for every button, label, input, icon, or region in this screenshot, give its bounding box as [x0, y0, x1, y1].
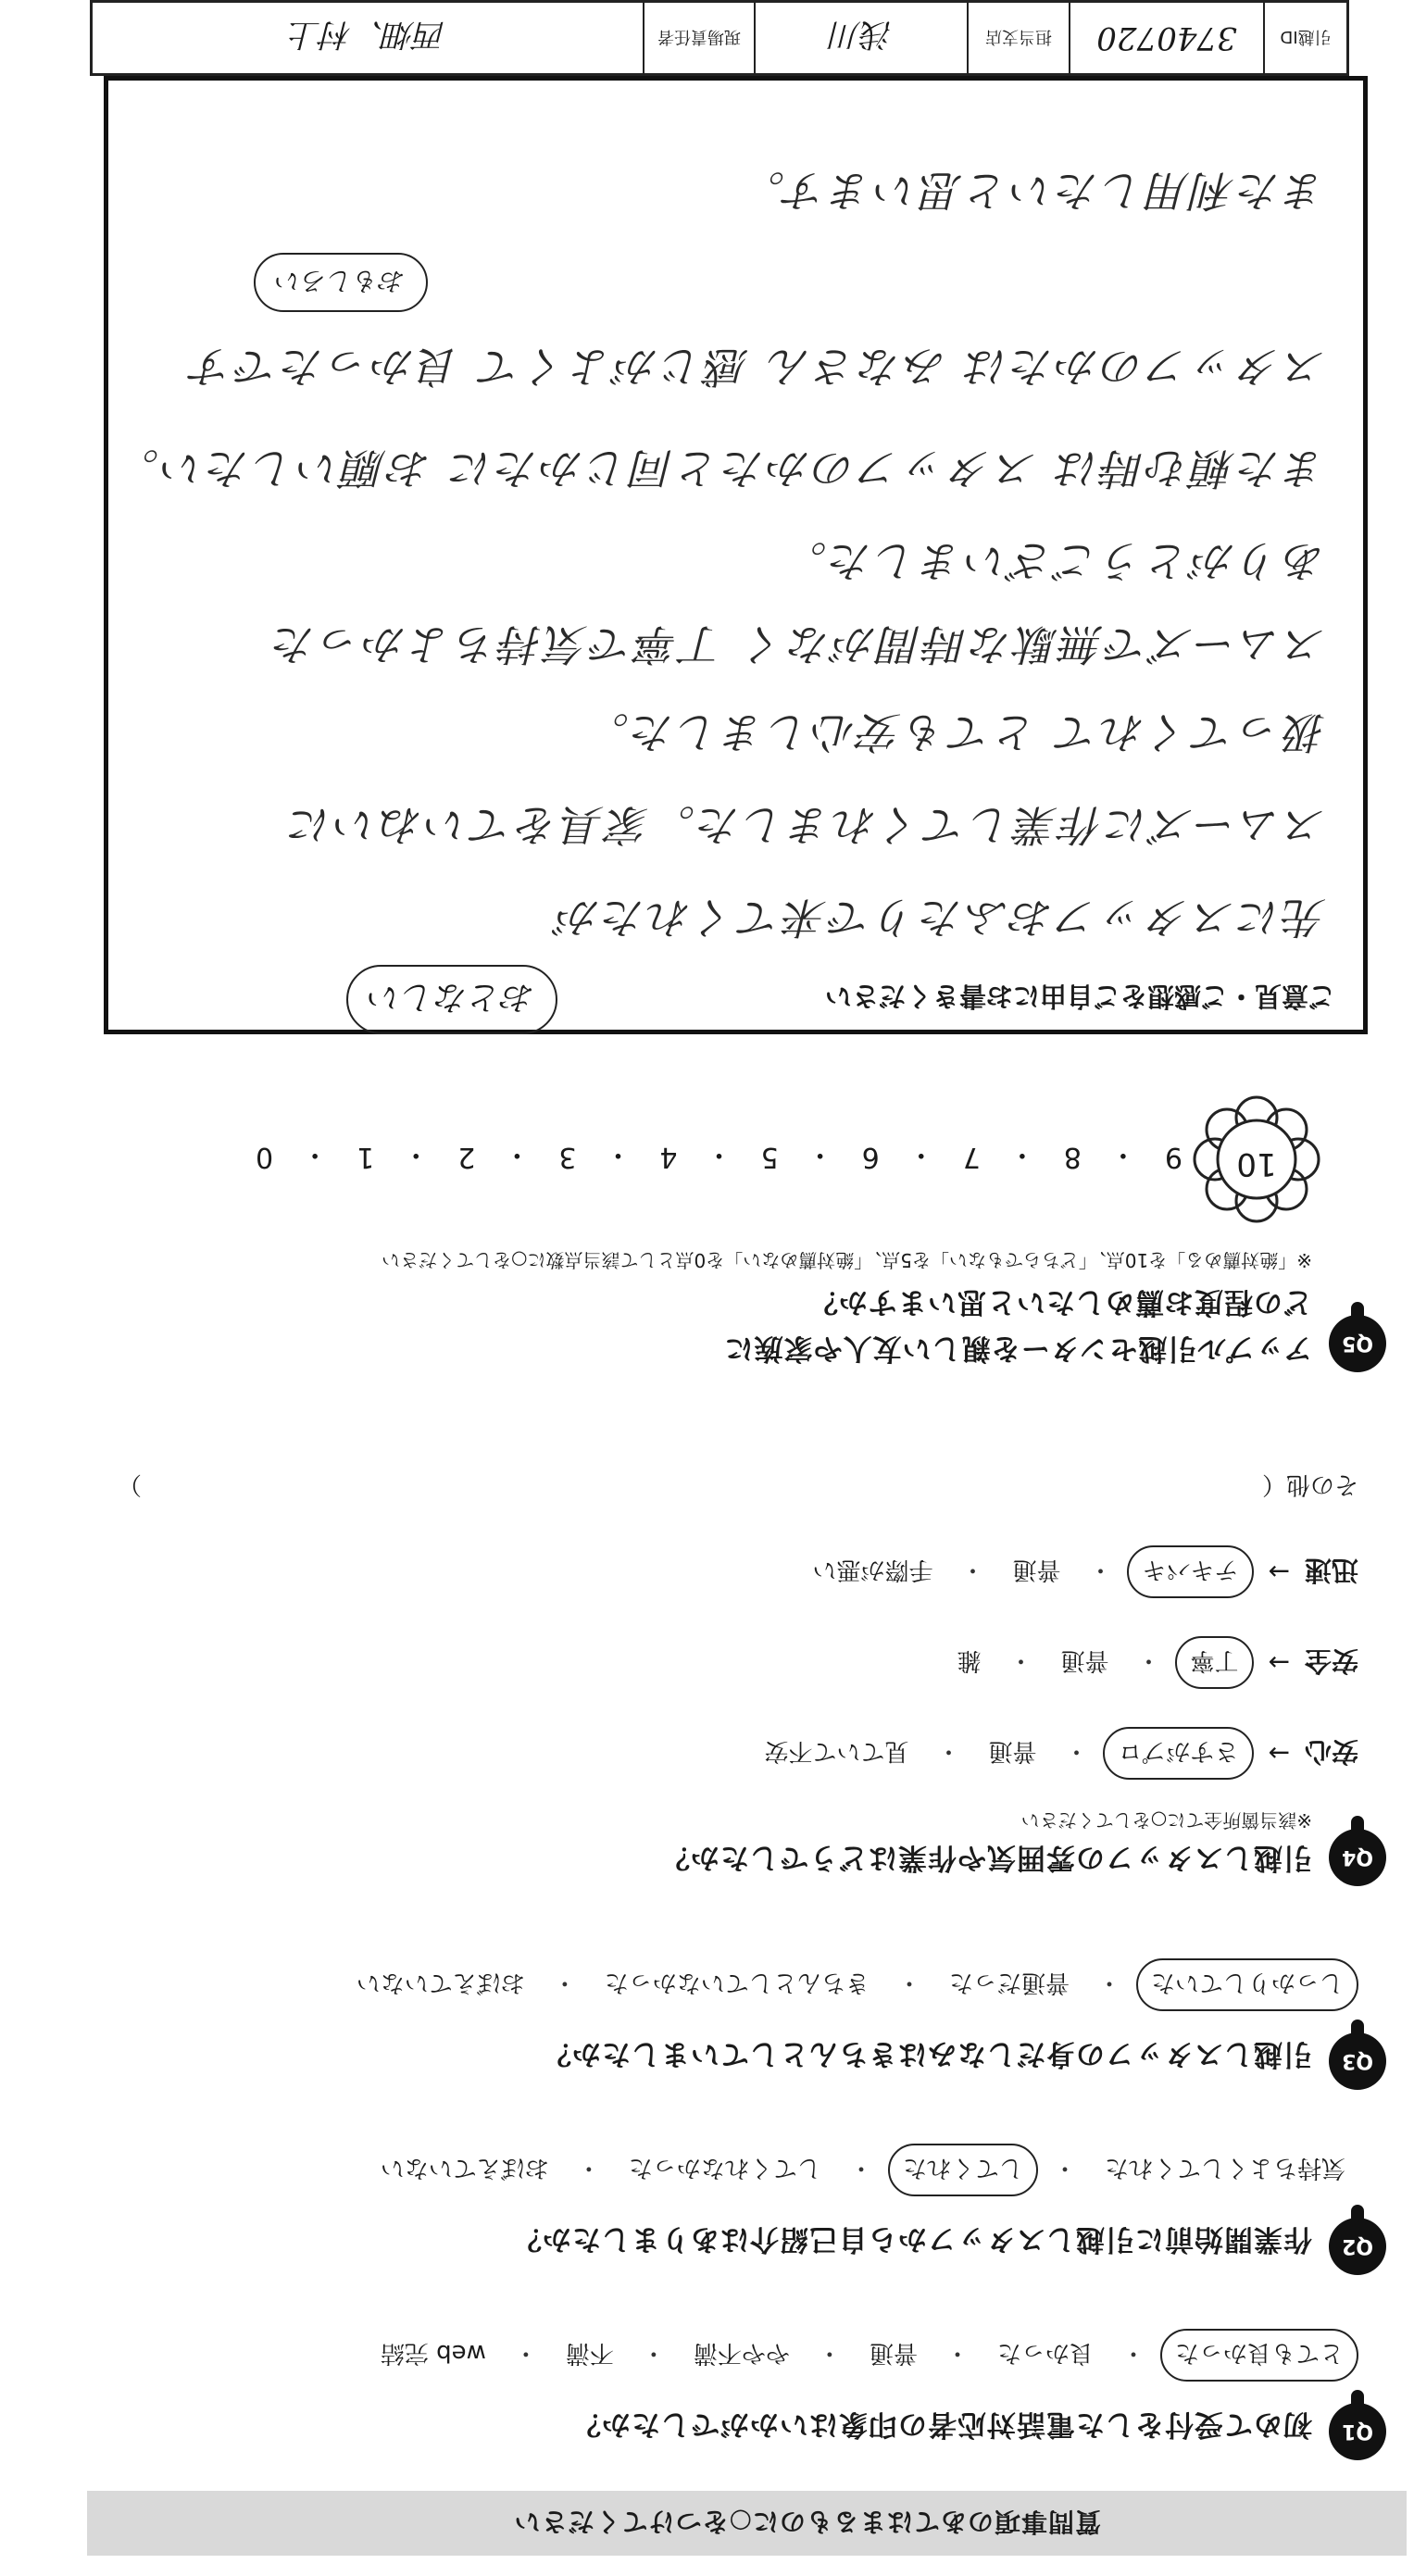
move-id: 3740720	[1096, 19, 1237, 56]
q2-option[interactable]: してくれなかった	[628, 2154, 821, 2182]
q1-option[interactable]: 不満	[565, 2339, 614, 2367]
comment-line: また頼む時は スタッフのかたと同じかたに お願いしたい。	[113, 444, 1326, 494]
score-option[interactable]: 8	[1061, 1141, 1082, 1174]
separator-dot: ・	[896, 1969, 921, 1996]
score-option[interactable]: 5	[758, 1141, 779, 1174]
arrow-right-icon: →	[1268, 1647, 1290, 1678]
separator-dot: ・	[817, 2339, 842, 2367]
separator-dot: ・	[1006, 1138, 1036, 1170]
footer-leader-value	[93, 3, 643, 73]
q3-option[interactable]: 普通だった	[948, 1969, 1070, 1996]
q2-badge	[1329, 2218, 1386, 2275]
separator-dot: ・	[576, 2154, 601, 2182]
q1-option[interactable]: やや不満	[693, 2339, 790, 2367]
q4-row-label: 安全	[1304, 1645, 1358, 1677]
q2-question: 作業開始前に引越しスタッフから自己紹介はありましたか？	[512, 2222, 1312, 2256]
comment-line: ありがとうございました。	[782, 536, 1326, 586]
score-option[interactable]: 6	[859, 1141, 880, 1174]
separator-dot: ・	[1136, 1646, 1161, 1674]
q5-note: ※「絶対薦める」を10点、「どちらでもない」を5点、「絶対薦めない」を0点として該当点数に○をしてください	[382, 1249, 1312, 1271]
separator-dot: ・	[1008, 1646, 1033, 1674]
score-option[interactable]: 4	[657, 1141, 678, 1174]
q4-note: ※該当箇所全てに○をしてください	[1020, 1809, 1312, 1832]
footer-branch-label: 担当支店	[967, 3, 1069, 73]
q1-options	[368, 2329, 1358, 2382]
leader-names: 西畑、村上	[289, 16, 446, 54]
q4-option-selected[interactable]: テキパキ	[1128, 1545, 1254, 1598]
separator-dot: ・	[400, 1138, 431, 1170]
comment-box[interactable]	[104, 76, 1368, 1034]
separator-dot: ・	[848, 2154, 873, 2182]
q2-number: Q2	[1342, 2234, 1374, 2258]
q2-option[interactable]: 気持ちよくしてくれた	[1104, 2154, 1345, 2182]
separator-dot: ・	[905, 1138, 935, 1170]
q1-number: Q1	[1342, 2420, 1374, 2444]
instruction-bar	[87, 2491, 1407, 2556]
separator-dot: ・	[804, 1138, 834, 1170]
comment-bubble-annotation: おもしろい	[254, 253, 428, 312]
separator-dot: ・	[641, 2339, 666, 2367]
instruction-text: 質問事項のあてはまるものに○をつけてください	[513, 2507, 1101, 2537]
footer-leader-label: 現場責任者	[643, 3, 754, 73]
q1-option[interactable]: 普通	[869, 2339, 918, 2367]
separator-dot: ・	[1107, 1138, 1137, 1170]
q1-option[interactable]: 良かった	[996, 2339, 1094, 2367]
q3-option[interactable]: きちんとしていなかった	[604, 1969, 870, 1996]
q4-other-row	[118, 1469, 1358, 1504]
q3-number: Q3	[1342, 2049, 1374, 2073]
q4-option[interactable]: 普通	[988, 1737, 1037, 1765]
comment-closing: また利用したいと思います。	[739, 166, 1326, 216]
q4-row-jinsoku	[799, 1545, 1358, 1598]
q2-option-selected[interactable]: してくれた	[888, 2144, 1038, 2196]
separator-dot: ・	[936, 1737, 961, 1765]
arrow-right-icon: →	[1268, 1738, 1290, 1769]
footer-id-label: 引越ID	[1263, 3, 1346, 73]
separator-dot: ・	[1088, 1556, 1113, 1583]
separator-dot: ・	[945, 2339, 970, 2367]
q3-option-selected[interactable]: しっかりしていた	[1136, 1958, 1358, 2011]
q1-question: 初めて受付をした電話対応者の印象はいかがでしたか？	[571, 2407, 1312, 2441]
q4-option[interactable]: 手際が悪い	[812, 1556, 933, 1583]
score-option[interactable]: 9	[1162, 1141, 1183, 1174]
q4-row-label: 安心	[1304, 1736, 1358, 1768]
comment-line: スムーズで無駄な時間がなく 丁寧で気持ちよかった	[269, 619, 1326, 669]
q1-option-selected[interactable]: とても良かった	[1160, 2329, 1358, 2382]
separator-dot: ・	[1052, 2154, 1077, 2182]
comment-bubble-annotation: おとなしい	[346, 965, 557, 1034]
score-option[interactable]: 0	[254, 1141, 274, 1174]
comment-line: スムーズに作業してくれました。家具をていねいに	[286, 800, 1326, 850]
q4-option[interactable]: 見ていて不安	[764, 1737, 909, 1765]
q1-badge	[1329, 2403, 1386, 2460]
footer-branch-value	[754, 3, 967, 73]
comment-line: 扱ってくれて とても安心しました。	[583, 707, 1326, 757]
separator-dot: ・	[1064, 1737, 1089, 1765]
separator-dot: ・	[299, 1138, 330, 1170]
q1-option[interactable]: web 完結	[380, 2339, 486, 2367]
q2-options	[368, 2144, 1358, 2196]
separator-dot: ・	[1120, 2339, 1145, 2367]
q5-question-line2: どの程度お薦めしたいと思いますか？	[808, 1285, 1312, 1319]
score-option[interactable]: 3	[557, 1141, 577, 1174]
separator-dot: ・	[960, 1556, 985, 1583]
q4-option-selected[interactable]: 丁寧	[1176, 1636, 1254, 1689]
separator-dot: ・	[552, 1969, 577, 1996]
arrow-right-icon: →	[1268, 1557, 1290, 1587]
separator-dot: ・	[602, 1138, 632, 1170]
q5-score-scale	[254, 1137, 1183, 1178]
q4-question: 引越しスタッフの雰囲気や作業はどうでしたか？	[660, 1841, 1312, 1874]
q4-badge	[1329, 1829, 1386, 1886]
q3-question: 引越しスタッフの身だしなみはきちんとしていましたか？	[542, 2037, 1312, 2070]
score-option[interactable]: 1	[355, 1141, 375, 1174]
footer-table	[90, 0, 1349, 76]
branch-name: 浅川	[830, 16, 893, 54]
score-option[interactable]: 2	[456, 1141, 476, 1174]
footer-id-value	[1069, 3, 1263, 73]
q3-badge	[1329, 2032, 1386, 2090]
q4-other-close: ）	[118, 1470, 143, 1498]
q5-number: Q5	[1342, 1332, 1374, 1356]
q4-other-label: その他（	[1261, 1470, 1358, 1498]
separator-dot: ・	[703, 1138, 733, 1170]
q4-number: Q4	[1342, 1845, 1374, 1869]
q4-option[interactable]: 普通	[1012, 1556, 1061, 1583]
score-option[interactable]: 7	[960, 1141, 981, 1174]
separator-dot: ・	[513, 2339, 538, 2367]
q4-option[interactable]: 普通	[1060, 1646, 1109, 1674]
comment-heading: ご意見・ご感想をご自由にお書きください	[824, 981, 1335, 1012]
q5-badge	[1329, 1315, 1386, 1372]
q4-row-anshin	[751, 1727, 1358, 1780]
q4-option[interactable]: 雑	[957, 1646, 982, 1674]
separator-dot: ・	[501, 1138, 532, 1170]
q3-options	[344, 1958, 1358, 2011]
q5-selected-score: 10	[1236, 1145, 1277, 1182]
comment-line: スタッフのかたは みなさん 感じがよくて 良かったです	[188, 342, 1326, 392]
q3-option[interactable]: おぼえていない	[356, 1969, 525, 1996]
separator-dot: ・	[1096, 1969, 1121, 1996]
q4-row-label: 迅速	[1304, 1555, 1358, 1586]
q4-row-anzen	[944, 1636, 1358, 1689]
q5-question-line1: アップル引越センターを親しい友人や家族に	[723, 1332, 1312, 1365]
comment-line: 先にスタッフおふたりで来てくれたが	[555, 893, 1326, 943]
q2-option[interactable]: おぼえていない	[380, 2154, 549, 2182]
q4-option-selected[interactable]: さすがプロ	[1104, 1727, 1254, 1780]
